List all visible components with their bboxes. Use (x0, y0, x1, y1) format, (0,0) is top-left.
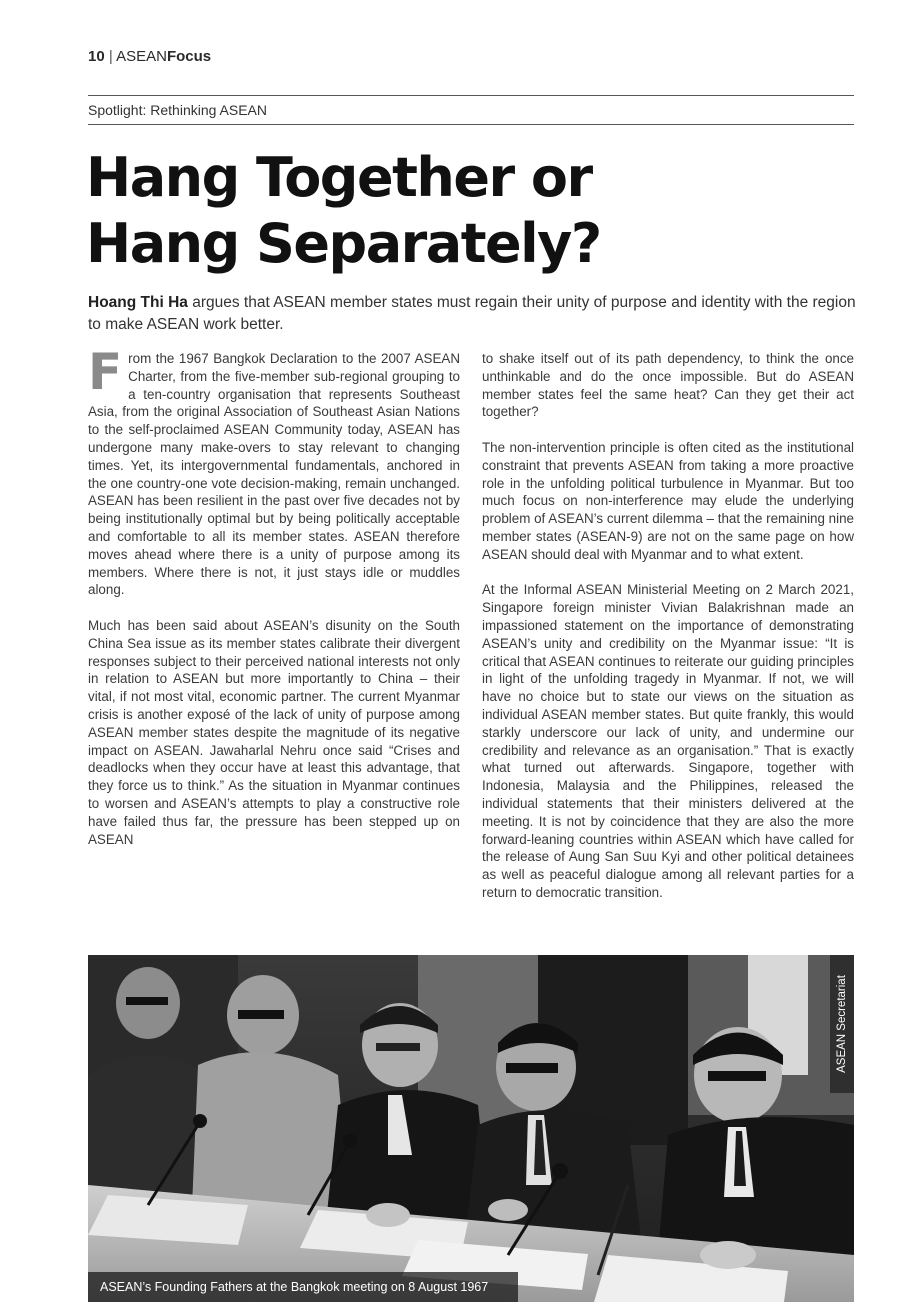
running-header (88, 48, 211, 65)
body-paragraph (88, 343, 460, 599)
top-rule (88, 95, 854, 96)
paragraph-text: rom the 1967 Bangkok Declaration to the 2007 ASEAN Charter, from the five-member sub-regional grouping to a ten-country organisation that represents Southeast Asia, from the original Association of Southeast Asian Nations to the self-proclaimed ASEAN Community today, ASEAN has undergone many make-overs to stay relevant to changing times. Yet, its intergovernmental fundamentals, anchored in the one country-one vote decision-making, remain unchanged. ASEAN has been resilient in the past over five decades not by being institutionally optimal but by being politically acceptable and comfortable to all its member states. ASEAN therefore moves ahead where there is a unity of purpose among its members. Where there is not, it just stays idle or muddles along. (88, 351, 460, 598)
standfirst-text: argues that ASEAN member states must regain their unity of purpose and identity with the region to make ASEAN work better. (88, 294, 856, 333)
photo-caption: ASEAN’s Founding Fathers at the Bangkok meeting on 8 August 1967 (88, 1272, 518, 1302)
body-paragraph: Much has been said about ASEAN’s disunity on the South China Sea issue as its member states calibrate their divergent responses subject to their perceived national interests not only in relation to ASEAN but more importantly to China – their vital, if not most vital, economic partner. The current Myanmar crisis is another exposé of the lack of unity of purpose among ASEAN member states despite the magnitude of its negative impact on ASEAN. Jawaharlal Nehru once said “Crises and deadlocks when they occur have at least this advantage, that they force us to think.” As the situation in Myanmar continues to worsen and ASEAN’s attempts to play a constructive role have failed thus far, the pressure has been stepped up on ASEAN (88, 617, 460, 847)
header-separator: | (108, 48, 113, 65)
article-title (86, 145, 866, 277)
publication-name (116, 48, 211, 65)
body-paragraph: to shake itself out of its path dependency, to think the once unthinkable and do the once impossible. But do ASEAN member states feel the same heat? Can they get their act together? (482, 351, 854, 420)
section-label: Spotlight: Rethinking ASEAN (88, 102, 267, 118)
section-rule (88, 124, 854, 125)
standfirst (88, 292, 858, 336)
photo-credit: ASEAN Secretariat (836, 975, 848, 1073)
body-paragraph: The non-intervention principle is often cited as the institutional constraint that prevents ASEAN from taking a more proactive role in the unfolding political turbulence in Myanmar. But too much focus on non-interference may elude the underlying problem of ASEAN’s current dilemma – that the remaining nine member states (ASEAN-9) are not on the same page on how ASEAN should deal with Myanmar and to what extent. (482, 439, 854, 562)
photo-credit-tab (830, 955, 854, 1093)
photo-illustration (88, 955, 854, 1302)
historic-photo (88, 955, 854, 1302)
page-number: 10 (88, 48, 105, 65)
title-line-1: Hang Together or (86, 146, 592, 209)
body-paragraph: At the Informal ASEAN Ministerial Meeting on 2 March 2021, Singapore foreign minister Vivian Balakrishnan made an impassioned statement on the importance of demonstrating ASEAN’s unity and credibility on the Myanmar issue: “It is critical that ASEAN continues to reiterate our guiding principles in light of the unfolding tragedy in Myanmar. If not, we will have no choice but to state our views on the situation as individual ASEAN member states. But quite frankly, this would starkly underscore our lack of unity, and undermine our credibility and relevance as an organisation.” That is exactly what turned out afterwards. Singapore, together with Indonesia, Malaysia and the Philippines, released the individual statements that their ministers delivered at the meeting. It is not by coincidence that they are also the more forward-leaning countries within ASEAN which have called for the release of Aung San Suu Kyi and other political detainees as well as peaceful dialogue among all relevant parties for a return to democratic transition. (482, 582, 854, 900)
title-line-2: Hang Separately? (86, 212, 601, 275)
body-column-right (482, 350, 854, 920)
body-column-left (88, 343, 460, 866)
publication-name-part1: ASEAN (116, 48, 167, 65)
publication-name-part2: Focus (166, 48, 212, 65)
author-name: Hoang Thi Ha (88, 294, 188, 311)
drop-cap: F (88, 343, 123, 401)
